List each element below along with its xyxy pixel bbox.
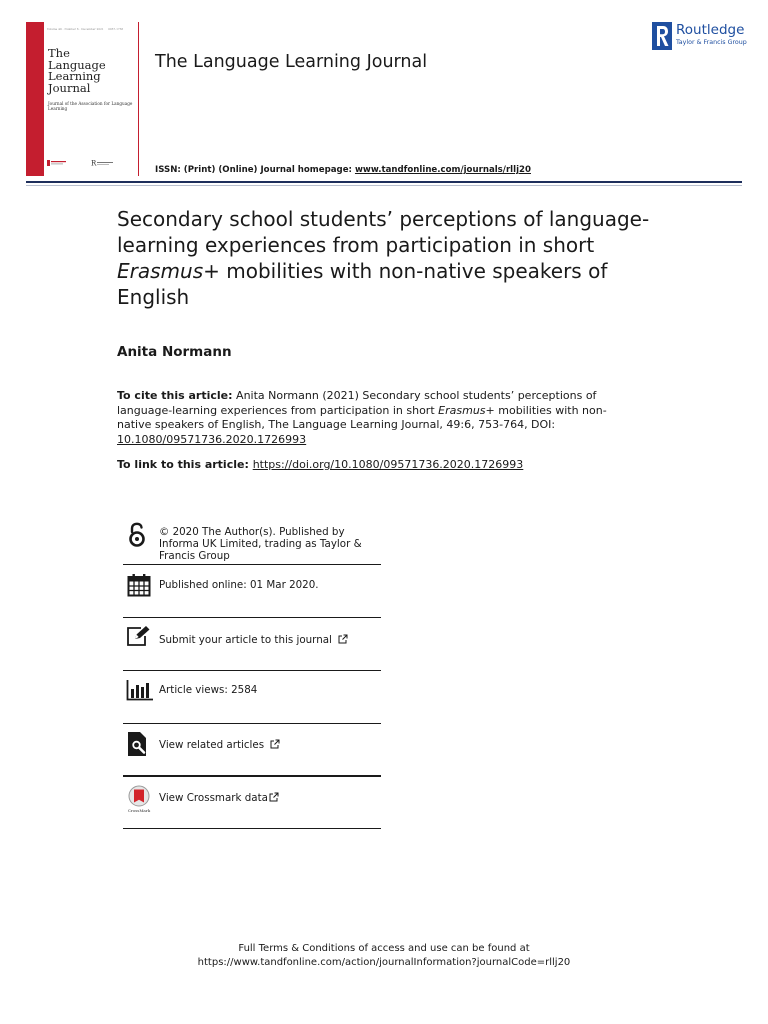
citation-italic: Erasmus <box>438 403 486 417</box>
info-divider <box>123 564 381 565</box>
crossmark-icon <box>125 785 153 813</box>
journal-homepage-link[interactable]: www.tandfonline.com/journals/rllj20 <box>354 165 531 175</box>
document-search-icon <box>127 731 149 757</box>
citation-label: To cite this article: <box>117 389 233 402</box>
publisher-name: Routledge <box>676 22 745 38</box>
svg-text:R: R <box>91 159 97 167</box>
crossmark-link[interactable] <box>159 792 381 804</box>
submit-article-link[interactable] <box>159 634 381 646</box>
crossmark-row[interactable] <box>123 782 381 828</box>
crossmark-text: View Crossmark data <box>159 792 268 804</box>
association-logo-icon <box>47 159 67 167</box>
related-articles-row[interactable] <box>123 729 381 775</box>
submit-article-text: Submit your article to this journal <box>159 634 332 646</box>
journal-cover-page <box>44 22 138 176</box>
cover-title <box>48 48 134 94</box>
article-author: Anita Normann <box>117 344 232 360</box>
cover-title-line: Journal <box>48 80 91 95</box>
issn-line <box>155 165 531 175</box>
external-link-icon <box>270 739 280 749</box>
journal-cover-thumbnail <box>26 22 139 176</box>
article-views-count: Article views: 2584 <box>159 684 258 696</box>
cover-title-line: The <box>48 46 70 60</box>
published-date: Published online: 01 Mar 2020. <box>159 579 319 591</box>
cover-title-line: Learning <box>48 69 101 83</box>
article-title-text: Secondary school students’ perceptions of language-learning experiences from participation in short <box>117 207 650 257</box>
open-access-icon <box>128 522 146 548</box>
header-divider-thin <box>26 185 742 186</box>
info-divider <box>123 617 381 618</box>
article-link-line <box>117 458 637 472</box>
article-views-row <box>123 676 381 722</box>
info-divider <box>123 670 381 671</box>
calendar-icon <box>127 573 151 597</box>
edit-icon <box>126 625 152 647</box>
info-divider <box>123 723 381 724</box>
publisher-logo[interactable] <box>652 22 748 50</box>
license-row <box>123 520 381 564</box>
header-divider <box>26 181 742 183</box>
external-link-icon <box>338 634 348 644</box>
related-articles-text: View related articles <box>159 739 265 751</box>
article-title-text-end: + mobilities with non-native speakers of English <box>117 259 608 309</box>
cover-title-line: Language <box>48 57 106 72</box>
info-divider <box>123 775 381 777</box>
article-link-label: To link to this article: <box>117 458 253 471</box>
terms-text: Full Terms & Conditions of access and use can be found at <box>238 943 530 954</box>
bar-chart-icon <box>126 679 154 701</box>
crossmark-badge-text: CrossMark <box>127 808 151 813</box>
routledge-r-icon <box>652 22 672 50</box>
article-title-italic: Erasmus <box>117 259 204 283</box>
license-text: © 2020 The Author(s). Published by Informa UK Limited, trading as Taylor & Francis Group <box>159 526 362 562</box>
citation-doi-link[interactable]: 10.1080/09571736.2020.1726993 <box>117 432 307 446</box>
cover-subtitle: Journal of the Association for Language Learning <box>48 101 133 111</box>
published-row <box>123 570 381 616</box>
citation-text: Anita Normann (2021) Secondary school students’ perceptions of language-learning experiences from participation in short <box>117 389 597 417</box>
article-doi-link[interactable]: https://doi.org/10.1080/09571736.2020.1726993 <box>252 458 524 471</box>
info-divider <box>123 828 381 829</box>
cover-issue-text: Volume 49 · Number 6 · December 2021 <box>47 28 104 31</box>
related-articles-link[interactable] <box>159 739 381 751</box>
external-link-icon <box>269 792 279 802</box>
routledge-small-logo-icon <box>91 159 115 167</box>
publisher-subtitle: Taylor & Francis Group <box>676 39 747 46</box>
cover-issue-line <box>47 28 135 31</box>
issn-text: ISSN: (Print) (Online) Journal homepage: <box>155 165 355 175</box>
article-title <box>117 206 677 310</box>
terms-url[interactable]: https://www.tandfonline.com/action/journalInformation?journalCode=rllj20 <box>197 957 571 968</box>
terms-footer <box>0 942 768 970</box>
cover-issn-text: 0957-1736 <box>108 28 124 31</box>
citation-text-end: + mobilities with non-native speakers of English, The Language Learning Journal, 49:6, 753-764, DOI: <box>117 403 607 431</box>
submit-article-row[interactable] <box>123 623 381 669</box>
citation-block <box>117 389 637 447</box>
journal-name: The Language Learning Journal <box>155 52 428 72</box>
